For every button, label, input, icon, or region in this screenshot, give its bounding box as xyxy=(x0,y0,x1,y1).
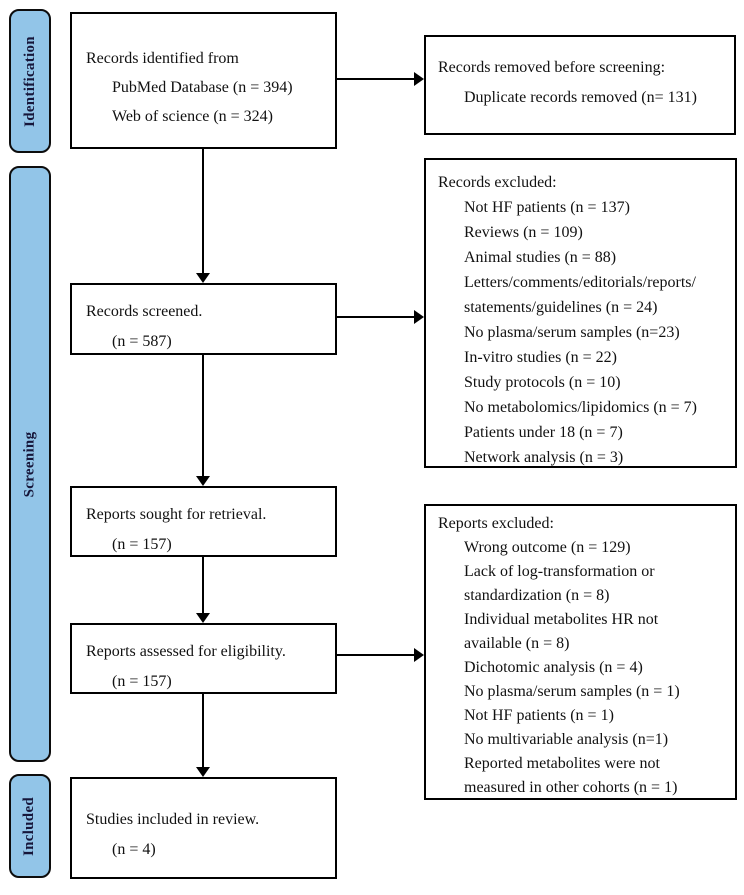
text-line: Duplicate records removed (n= 131) xyxy=(464,89,697,106)
text-line: available (n = 8) xyxy=(464,635,570,652)
text-line: Studies included in review. xyxy=(86,811,260,828)
arrow-assessed-to-reports-excluded xyxy=(337,654,415,656)
box-reports-sought xyxy=(70,486,337,557)
text-line: (n = 4) xyxy=(112,841,156,858)
stage-label-included-text: Included xyxy=(21,796,38,856)
stage-label-identification-text: Identification xyxy=(21,35,38,127)
text-line: PubMed Database (n = 394) xyxy=(112,79,293,96)
text-line: Study protocols (n = 10) xyxy=(464,374,621,391)
stage-label-identification xyxy=(9,9,51,153)
arrow-screened-to-sought xyxy=(202,355,204,477)
text-line: Letters/comments/editorials/reports/ xyxy=(464,274,696,291)
text-line: Dichotomic analysis (n = 4) xyxy=(464,659,643,676)
box-reports-assessed xyxy=(70,623,337,694)
text-line: Network analysis (n = 3) xyxy=(464,449,624,466)
box-records-identified xyxy=(70,12,337,149)
text-line: Lack of log-transformation or xyxy=(464,563,655,580)
text-line: Not HF patients (n = 137) xyxy=(464,199,630,216)
text-line: (n = 157) xyxy=(112,673,172,690)
stage-label-screening-text: Screening xyxy=(21,431,38,497)
arrow-assessed-to-included xyxy=(202,694,204,768)
text-line: No plasma/serum samples (n = 1) xyxy=(464,683,680,700)
text-line: No metabolomics/lipidomics (n = 7) xyxy=(464,399,697,416)
text-line: Records identified from xyxy=(86,50,239,67)
text-line: standardization (n = 8) xyxy=(464,587,610,604)
text-line: Records screened. xyxy=(86,303,203,320)
box-records-screened xyxy=(70,283,337,355)
box-records-excluded xyxy=(424,158,737,468)
text-line: statements/guidelines (n = 24) xyxy=(464,299,658,316)
arrow-identified-to-removed xyxy=(337,78,415,80)
text-line: measured in other cohorts (n = 1) xyxy=(464,779,678,796)
text-line: Reports excluded: xyxy=(438,515,554,532)
text-line: Not HF patients (n = 1) xyxy=(464,707,614,724)
box-records-removed xyxy=(424,35,736,135)
text-line: (n = 157) xyxy=(112,536,172,553)
text-line: Reported metabolites were not xyxy=(464,755,660,772)
arrow-sought-to-assessed xyxy=(202,557,204,614)
text-line: Reviews (n = 109) xyxy=(464,224,583,241)
text-line: In-vitro studies (n = 22) xyxy=(464,349,617,366)
text-line: Reports sought for retrieval. xyxy=(86,506,267,523)
text-line: Wrong outcome (n = 129) xyxy=(464,539,631,556)
stage-label-included xyxy=(9,774,51,878)
text-line: Records removed before screening: xyxy=(438,59,666,76)
arrow-screened-to-records-excluded xyxy=(337,316,415,318)
arrow-identified-to-screened xyxy=(202,149,204,274)
text-line: Animal studies (n = 88) xyxy=(464,249,617,266)
text-line: Reports assessed for eligibility. xyxy=(86,643,286,660)
text-line: No plasma/serum samples (n=23) xyxy=(464,324,680,341)
text-line: Individual metabolites HR not xyxy=(464,611,659,628)
text-line: No multivariable analysis (n=1) xyxy=(464,731,669,748)
text-line: (n = 587) xyxy=(112,333,172,350)
box-reports-excluded xyxy=(424,504,737,800)
text-line: Patients under 18 (n = 7) xyxy=(464,424,623,441)
text-line: Records excluded: xyxy=(438,174,557,191)
stage-label-screening xyxy=(9,166,51,762)
text-line: Web of science (n = 324) xyxy=(112,108,274,125)
box-studies-included xyxy=(70,777,337,879)
